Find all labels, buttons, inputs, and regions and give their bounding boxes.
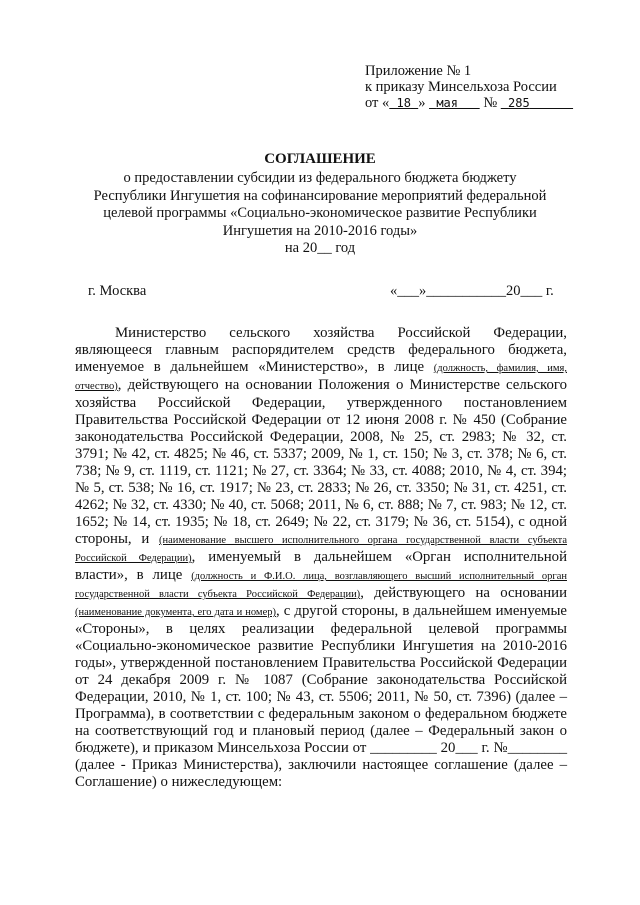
subtitle-line: Ингушетия на 2010-2016 годы» [222, 222, 418, 239]
appendix-line-2: к приказу Минсельхоза России [365, 79, 557, 95]
subtitle-line: Республики Ингушетия на софинансирование мероприятий федеральной [93, 187, 547, 204]
subtitle-line: на 20__ год [284, 240, 356, 256]
blank-note: (должность и Ф.И.О. лица, возглавляющего высший исполнительный орган государственной власти субъекта Российской Федерации) [75, 571, 567, 600]
appendix-header [365, 63, 573, 111]
appendix-line-3 [365, 95, 573, 111]
order-number: 285 [508, 96, 530, 110]
agreement-preamble [75, 325, 567, 791]
subtitle-line: целевой программы «Социально-экономическое развитие Республики [103, 205, 537, 221]
subtitle-line: о предоставлении субсидии из федерального бюджета бюджету [123, 170, 517, 186]
document-title: СОГЛАШЕНИЕ [264, 151, 376, 167]
date-blank: «___»___________20___ г. [390, 283, 554, 299]
place: г. Москва [88, 283, 147, 299]
blank-note: (наименование документа, его дата и номер) [75, 607, 276, 618]
date-mid: » [418, 95, 426, 111]
order-day: 18 [396, 96, 411, 110]
order-month: мая [436, 96, 458, 110]
document-subtitle [0, 170, 640, 258]
date-prefix: от « [365, 95, 390, 111]
preamble-paragraph: Министерство сельского хозяйства Российской Федерации, являющееся главным распорядителем средств федерального бюджета, именуемое в дальнейшем «Министерство», в лице (должность, фамилия, имя, отчество), действующего на основании Положения о Министерстве сельского хозяйства Российской Федерации, утвержденного постановлением Правительства Российской Федерации от 12 июня 2008 г. № 450 (Собрание законодательства Российской Федерации, 2008, № 25, ст. 2983; № 32, ст. 3791; № 42, ст. 4825; № 46, ст. 5337; 2009, № 1, ст. 150; № 3, ст. 378; № 6, ст. 738; № 9, ст. 1119, ст. 1121; № 27, ст. 3364; № 33, ст. 4088; 2010, № 4, ст. 394; № 5, ст. 538; № 16, ст. 1917; № 23, ст. 2833; № 26, ст. 3350; № 31, ст. 4251, ст. 4262; № 32, ст. 4330; № 40, ст. 5068; 2011, № 6, ст. 888; № 7, ст. 983; № 12, ст. 1652; № 14, ст. 1935; № 18, ст. 2649; № 22, ст. 3179; № 36, ст. 5154), с одной стороны, и (наименование высшего исполнительного органа государственной власти субъекта Российской Федерации), именуемый в дальнейшем «Орган исполнительной власти», в лице (должность и Ф.И.О. лица, возглавляющего высший исполнительный орган государственной власти субъекта Российской Федерации), действующего на основании (наименование документа, его дата и номер), с другой стороны, в дальнейшем именуемые «Стороны», в целях реализации федеральной целевой программы «Социально-экономическое развитие Республики Ингушетия на 2010-2016 годы», утвержденной постановлением Правительства Российской Федерации от 24 декабря 2009 г. № 1087 (Собрание законодательства Российской Федерации, 2010, № 1, ст. 100; № 43, ст. 5506; 2011, № 50, ст. 7396) (далее – Программа), в соответствии с федеральным законом о федеральном бюджете на соответствующий год и плановый период (далее – Федеральный закон о бюджете), и приказом Минсельхоза России от _________ 20___ г. №________ (далее - Приказ Министерства), заключили настоящее соглашение (далее – Соглашение) о нижеследующем: [75, 325, 568, 790]
blank-note: (наименование высшего исполнительного органа государственной власти субъекта Российской Федерации) [75, 535, 568, 564]
order-number-prefix: № [483, 95, 498, 111]
appendix-line-1: Приложение № 1 [365, 63, 472, 79]
blank-note: (должность, фамилия, имя, отчество) [75, 363, 567, 392]
